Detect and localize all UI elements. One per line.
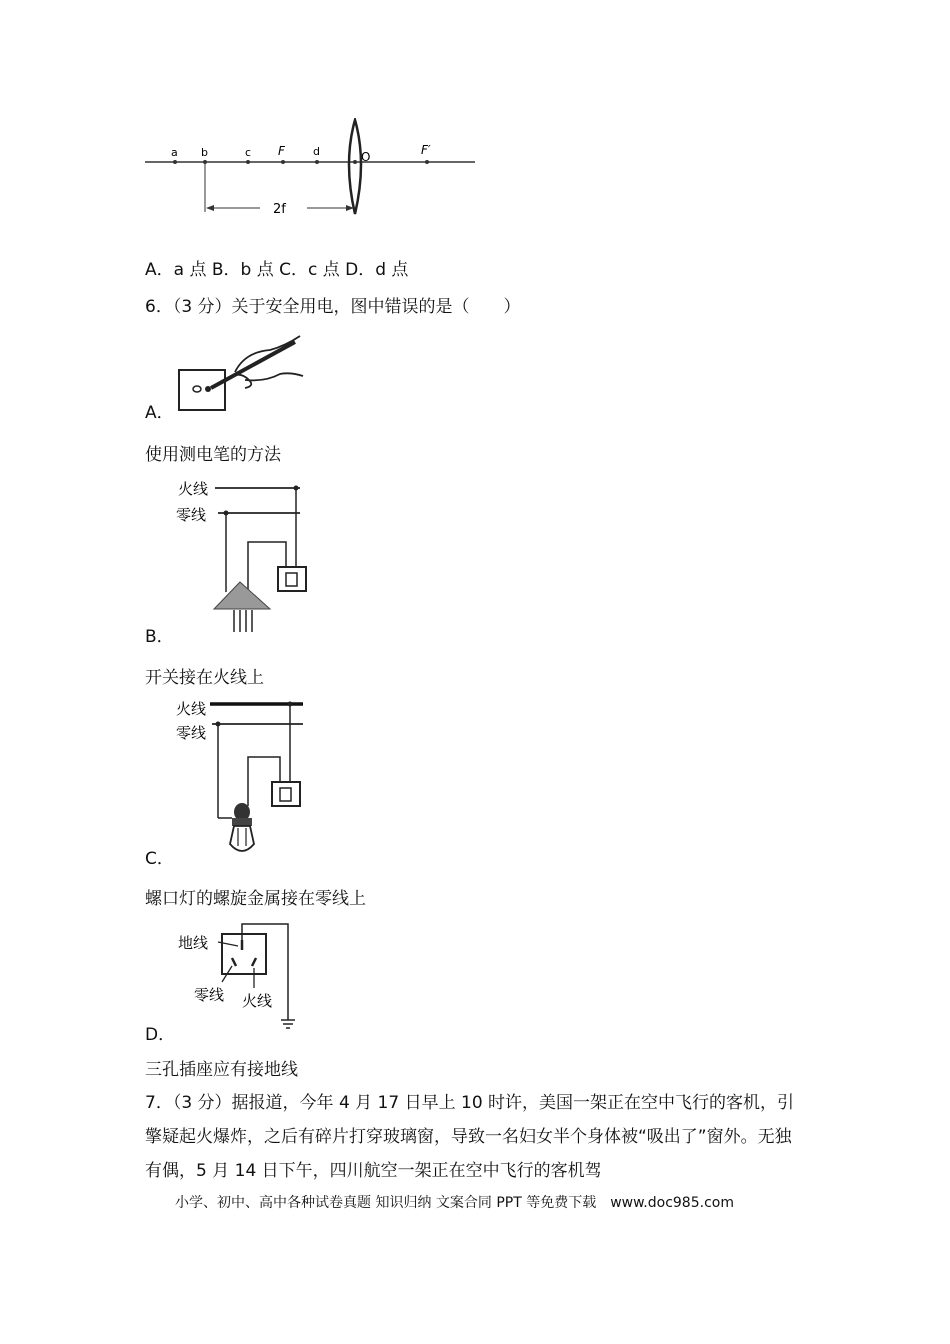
figure-c-screw-lamp bbox=[170, 694, 315, 859]
ground-wire-label: 地线 bbox=[178, 934, 209, 952]
lamp-shade bbox=[214, 582, 270, 609]
socket-body bbox=[222, 934, 266, 974]
point-label-d: d bbox=[313, 145, 320, 158]
arrow-left-icon bbox=[206, 205, 214, 211]
neutral-wire-label: 零线 bbox=[176, 724, 207, 742]
switch-box bbox=[278, 567, 306, 591]
q6-option-d-caption: 三孔插座应有接地线 bbox=[145, 1060, 298, 1080]
lens-figure bbox=[145, 118, 485, 218]
switch-box bbox=[272, 782, 300, 806]
q6-option-b-letter: B． bbox=[145, 627, 174, 647]
socket-hole bbox=[193, 386, 201, 392]
q6-option-c-letter: C． bbox=[145, 849, 174, 869]
q6-option-a-letter: A． bbox=[145, 403, 174, 423]
figure-b-switch-circuit bbox=[170, 474, 315, 639]
convex-lens bbox=[349, 120, 361, 214]
point-label-c: c bbox=[245, 146, 252, 159]
span-label-2f: 2f bbox=[273, 202, 286, 217]
q6-option-c-caption: 螺口灯的螺旋金属接在零线上 bbox=[145, 889, 366, 909]
q6-option-a-caption: 使用测电笔的方法 bbox=[145, 445, 281, 465]
neutral-wire-label: 零线 bbox=[176, 506, 207, 524]
socket-panel bbox=[179, 370, 225, 410]
lamp-bulb bbox=[230, 826, 254, 851]
neutral-wire-label: 零线 bbox=[194, 986, 225, 1004]
q5-options: A．a 点 B．b 点 C．c 点 D．d 点 bbox=[145, 260, 409, 280]
point-label-O: O bbox=[361, 150, 371, 164]
point-label-F: F bbox=[278, 144, 285, 158]
q6-option-b-caption: 开关接在火线上 bbox=[145, 668, 264, 688]
point-label-F-prime: F′ bbox=[421, 143, 431, 157]
figure-a-test-pen bbox=[175, 332, 310, 414]
live-wire-label: 火线 bbox=[176, 700, 207, 718]
q6-stem: 6．（3 分）关于安全用电，图中错误的是（ ） bbox=[145, 297, 521, 317]
q6-option-d-letter: D． bbox=[145, 1025, 176, 1045]
q7-text: 7．（3 分）据报道，今年 4 月 17 日早上 10 时许，美国一架正在空中飞行的客机，引擎疑起火爆炸，之后有碎片打穿玻璃窗，导致一名妇女半个身体被“吸出了”窗外。无独有偶，5 月 14 日下午，四川航空一架正在空中飞行的客机驾 bbox=[145, 1093, 795, 1181]
point-label-a: a bbox=[171, 146, 178, 159]
live-wire-label: 火线 bbox=[242, 992, 273, 1010]
point-label-b: b bbox=[201, 146, 208, 159]
live-wire-label: 火线 bbox=[178, 480, 209, 498]
page-footer: 小学、初中、高中各种试卷真题 知识归纳 文案合同 PPT 等免费下载 www.doc985.com bbox=[175, 1195, 734, 1211]
socket-hole bbox=[205, 386, 211, 392]
figure-d-three-hole-socket bbox=[172, 918, 302, 1033]
